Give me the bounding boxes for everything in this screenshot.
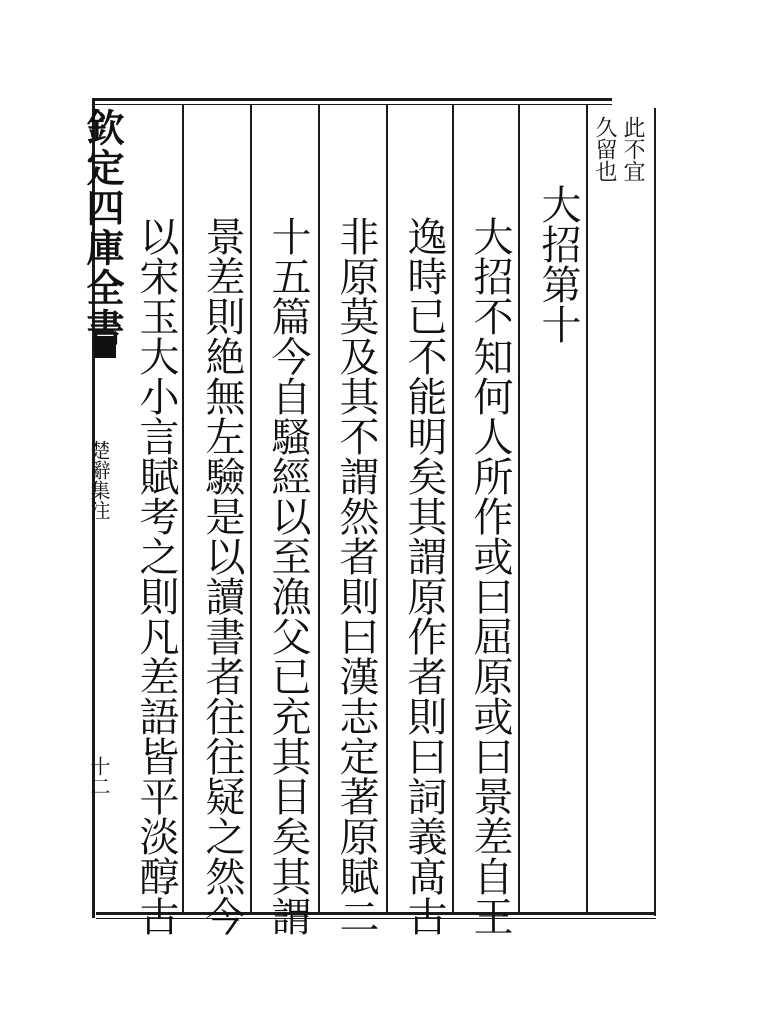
annotation-line-2: 久留也 (592, 116, 617, 182)
right-outer-line (654, 108, 656, 916)
column-divider (586, 104, 588, 914)
text-column-6: 以宋玉大小言賦考之則凡差語皆平淡醇古 (133, 216, 179, 936)
page-number: 十二 (87, 756, 111, 796)
column-divider (518, 104, 520, 914)
column-divider (318, 104, 320, 914)
column-divider (250, 104, 252, 914)
book-title: 楚辭集注 (87, 440, 111, 520)
text-column-5: 景差則絶無左驗是以讀書者往往疑之然今 (199, 216, 245, 936)
top-border-thin (92, 104, 612, 105)
text-column-1: 大招不知何人所作或曰屈原或曰景差自王 (467, 216, 513, 936)
column-divider (386, 104, 388, 914)
chapter-heading: 大招第十 (535, 184, 581, 344)
edition-title: 欽定四庫全書 (80, 108, 125, 348)
annotation-line-1: 此不宜 (620, 116, 645, 182)
text-column-2: 逸時已不能明矣其謂原作者則曰詞義髙古 (401, 216, 447, 936)
column-divider (452, 104, 454, 914)
top-border (92, 98, 612, 101)
text-column-3: 非原莫及其不謂然者則曰漢志定著原賦二 (333, 216, 379, 936)
column-divider (182, 104, 184, 914)
text-column-4: 十五篇今自騷經以至漁父已充其目矣其謂 (265, 216, 311, 936)
